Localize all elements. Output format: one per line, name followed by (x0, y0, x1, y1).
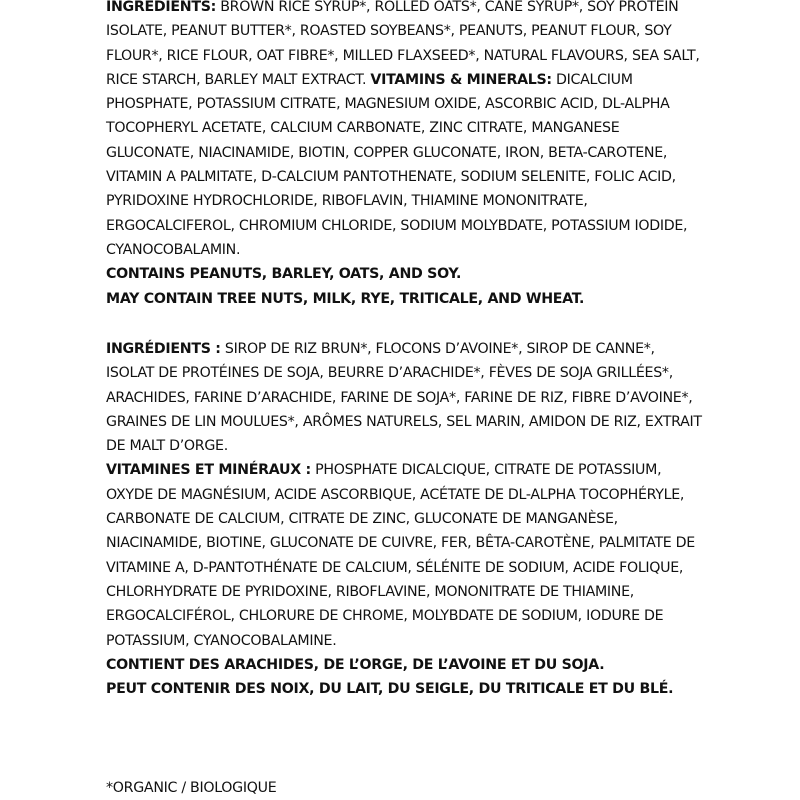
english-vitamins-heading: VITAMINS & MINERALS: (370, 71, 552, 88)
french-may-contain-statement: PEUT CONTENIR DES NOIX, DU LAIT, DU SEIGLE, DU TRITICALE ET DU BLÉ. (106, 681, 674, 698)
organic-footnote: *ORGANIC / BIOLOGIQUE (106, 780, 277, 796)
french-ingredients-list: SIROP DE RIZ BRUN*, FLOCONS D’AVOINE*, SIROP DE CANNE*, ISOLAT DE PROTÉINES DE SOJA, BEURRE D’ARACHIDE*, FÈVES DE SOJA GRILLÉES*, ARACHIDES, FARINE D’ARACHIDE, FARINE DE SOJA*, FARINE DE RIZ, FIBRE D’AVOINE*, GRAINES DE LIN MOULUES*, ARÔMES NATURELS, SEL MARIN, AMIDON DE RIZ, EXTRAIT DE MALT D’ORGE. (106, 341, 702, 455)
english-may-contain-statement: MAY CONTAIN TREE NUTS, MILK, RYE, TRITICALE, AND WHEAT. (106, 290, 585, 307)
english-ingredients-panel (106, 0, 706, 311)
french-contains-statement: CONTIENT DES ARACHIDES, DE L’ORGE, DE L’AVOINE ET DU SOJA. (106, 656, 605, 673)
english-ingredients-heading: INGREDIENTS: (106, 0, 217, 15)
french-ingredients-heading: INGRÉDIENTS : (106, 341, 221, 357)
english-vitamins-list: DICALCIUM PHOSPHATE, POTASSIUM CITRATE, MAGNESIUM OXIDE, ASCORBIC ACID, DL-ALPHA TOCOPHERYL ACETATE, CALCIUM CARBONATE, ZINC CITRATE, MANGANESE GLUCONATE, NIACINAMIDE, BIOTIN, COPPER GLUCONATE, IRON, BETA-CAROTENE, VITAMIN A PALMITATE, D-CALCIUM PANTOTHENATE, SODIUM SELENITE, FOLIC ACID, PYRIDOXINE HYDROCHLORIDE, RIBOFLAVIN, THIAMINE MONONITRATE, ERGOCALCIFEROL, CHROMIUM CHLORIDE, SODIUM MOLYBDATE, POTASSIUM IODIDE, CYANOCOBALAMIN. (106, 71, 688, 258)
french-vitamins-paragraph (106, 458, 706, 652)
english-ingredients-list: BROWN RICE SYRUP*, ROLLED OATS*, CANE SYRUP*, SOY PROTEIN ISOLATE, PEANUT BUTTER*, ROASTED SOYBEANS*, PEANUTS, PEANUT FLOUR, SOY FLOUR*, RICE FLOUR, OAT FIBRE*, MILLED FLAXSEED*, NATURAL FLAVOURS, SEA SALT, RICE STARCH, BARLEY MALT EXTRACT. (106, 0, 700, 88)
french-ingredients-panel (106, 337, 706, 701)
french-ingredients-paragraph (106, 337, 706, 458)
french-vitamins-heading: VITAMINES ET MINÉRAUX : (106, 462, 311, 479)
french-vitamins-list: PHOSPHATE DICALCIQUE, CITRATE DE POTASSIUM, OXYDE DE MAGNÉSIUM, ACIDE ASCORBIQUE, ACÉTATE DE DL-ALPHA TOCOPHÉRYLE, CARBONATE DE CALCIUM, CITRATE DE ZINC, GLUCONATE DE MANGANÈSE, NIACINAMIDE, BIOTINE, GLUCONATE DE CUIVRE, FER, BÊTA-CAROTÈNE, PALMITATE DE VITAMINE A, D-PANTOTHÉNATE DE CALCIUM, SÉLÉNITE DE SODIUM, ACIDE FOLIQUE, CHLORHYDRATE DE PYRIDOXINE, RIBOFLAVINE, MONONITRATE DE THIAMINE, ERGOCALCIFÉROL, CHLORURE DE CHROME, MOLYBDATE DE SODIUM, IODURE DE POTASSIUM, CYANOCOBALAMINE. (106, 462, 695, 649)
english-ingredients-paragraph (106, 0, 706, 262)
english-contains-statement: CONTAINS PEANUTS, BARLEY, OATS, AND SOY. (106, 266, 462, 283)
